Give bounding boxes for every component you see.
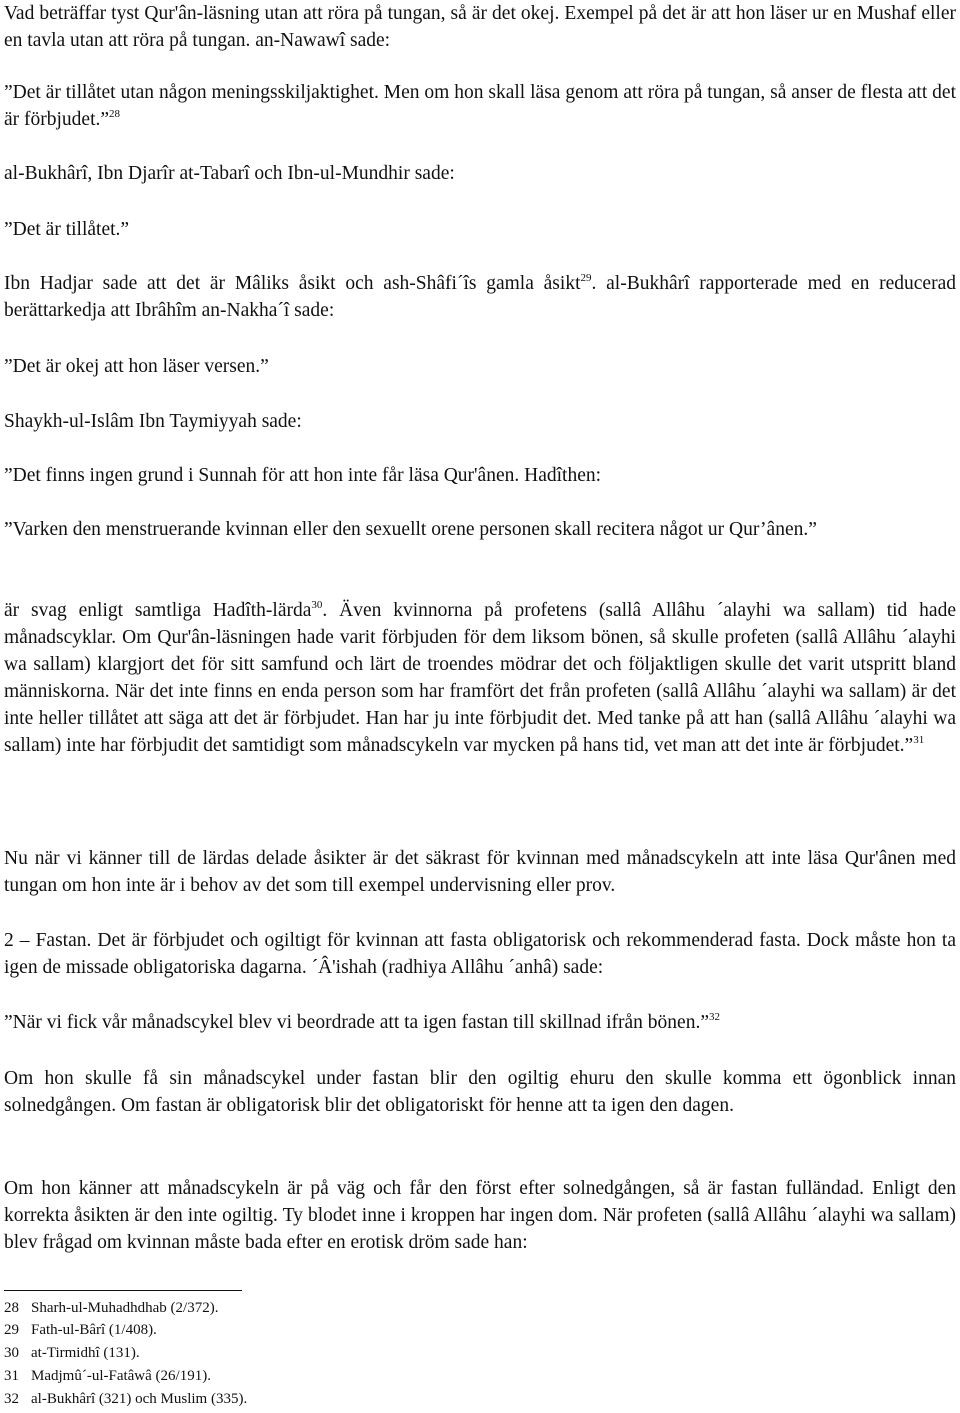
footnote-30: 30 at-Tirmidhî (131).	[4, 1345, 140, 1361]
footnote-ref-28: 28	[109, 108, 121, 120]
footnote-28: 28 Sharh-ul-Muhadhdhab (2/372).	[4, 1300, 219, 1316]
footnote-ref-29: 29	[580, 272, 592, 284]
footnote-ref-30: 30	[311, 599, 323, 611]
quote-aishah: ”När vi fick vår månadscykel blev vi beordrade att ta igen fastan till skillnad ifrån bönen.”$^{32}$	[4, 1011, 720, 1033]
paragraph-after-sunset: Om hon känner att månadscykeln är på väg och får den först efter solnedgången, så är fastan fulländad. Enligt den korrekta åsikten är den inte ogiltig. Ty blodet inne i kroppen har ingen dom. När profeten (sallâ Allâhu ´alayhi wa sallam) blev frågad om kvinnan måste bada efter en erotisk dröm sade han:	[4, 1178, 956, 1253]
paragraph-fasting: 2 – Fastan. Det är förbjudet och ogiltigt för kvinnan att fasta obligatorisk och rekommenderad fasta. Dock måste hon ta igen de missade obligatoriska dagarna. ´Â'ishah (radhiya Allâhu ´anhâ) sade:	[4, 930, 956, 978]
paragraph-ibn-hadjar: Ibn Hadjar sade att det är Mâliks åsikt och ash-Shâfi´îs gamla åsikt$^{29}$. al-Bukhârî rapporterade med en reducerad berättarkedja att Ibrâhîm an-Nakha´î sade:	[4, 272, 956, 321]
footnote-ref-31: 31	[913, 734, 925, 746]
paragraph-ibn-taymiyyah: Shaykh-ul-Islâm Ibn Taymiyyah sade:	[4, 411, 302, 432]
paragraph-conclusion: Nu när vi känner till de lärdas delade åsikter är det säkrast för kvinnan med månadscykeln att inte läsa Qur'ânen med tungan om hon inte är i behov av det som till exempel undervisning eller prov.	[4, 848, 956, 896]
footnote-32: 32 al-Bukhârî (321) och Muslim (335).	[4, 1391, 248, 1407]
quote-an-nawawi: ”Det är tillåtet utan någon meningsskiljaktighet. Men om hon skall läsa genom att röra på tungan, så anser de flesta att det är förbjudet.”$^{28}$	[4, 82, 956, 130]
quote-hadith: ”Varken den menstruerande kvinnan eller den sexuellt orene personen skall recitera något ur Qur’ânen.”	[4, 519, 817, 540]
paragraph-al-bukhari: al-Bukhârî, Ibn Djarîr at-Tabarî och Ibn-ul-Mundhir sade:	[4, 163, 455, 184]
footnote-31: 31 Madjmû´-ul-Fatâwâ (26/191).	[4, 1368, 211, 1384]
quote-an-nakhai: ”Det är okej att hon läser versen.”	[4, 356, 269, 377]
paragraph-weak-hadith: är svag enligt samtliga Hadîth-lärda$^{30}$. Även kvinnorna på profetens (sallâ Allâhu ´alayhi wa sallam) tid hade månadscyklar. Om Qur'ân-läsningen hade varit förbjuden för dem liksom bönen, så skulle profeten (sallâ Allâhu ´alayhi wa sallam) klargjort det för sitt samfund och lärt de troendes mödrar det och följaktligen skulle det varit utspritt bland människorna. När det inte finns en enda person som har framfört det från profeten (sallâ Allâhu ´alayhi wa sallam) är det inte heller tillåtet att säga att det är förbjudet. Han har ju inte förbjudit det. Med tanke på att han (sallâ Allâhu ´alayhi wa sallam) inte har förbjudit det samtidigt som månadscykeln var mycken på hans tid, vet man att det inte är förbjudet.”$^{31}$	[4, 599, 956, 756]
footnote-ref-32: 32	[709, 1011, 720, 1023]
quote-sunnah: ”Det finns ingen grund i Sunnah för att hon inte får läsa Qur'ânen. Hadîthen:	[4, 465, 602, 486]
footnote-separator	[4, 1290, 242, 1291]
paragraph-fast-invalid: Om hon skulle få sin månadscykel under fastan blir den ogiltig ehuru den skulle komma ett ögonblick innan solnedgången. Om fastan är obligatorisk blir det obligatoriskt för henne att ta igen den dagen.	[4, 1068, 956, 1116]
paragraph-intro: Vad beträffar tyst Qur'ân-läsning utan att röra på tungan, så är det okej. Exempel på det är att hon läser ur en Mushaf eller en tavla utan att röra på tungan. an-Nawawî sade:	[4, 3, 956, 51]
quote-permitted: ”Det är tillåtet.”	[4, 219, 130, 240]
footnote-29: 29 Fath-ul-Bârî (1/408).	[4, 1322, 157, 1338]
